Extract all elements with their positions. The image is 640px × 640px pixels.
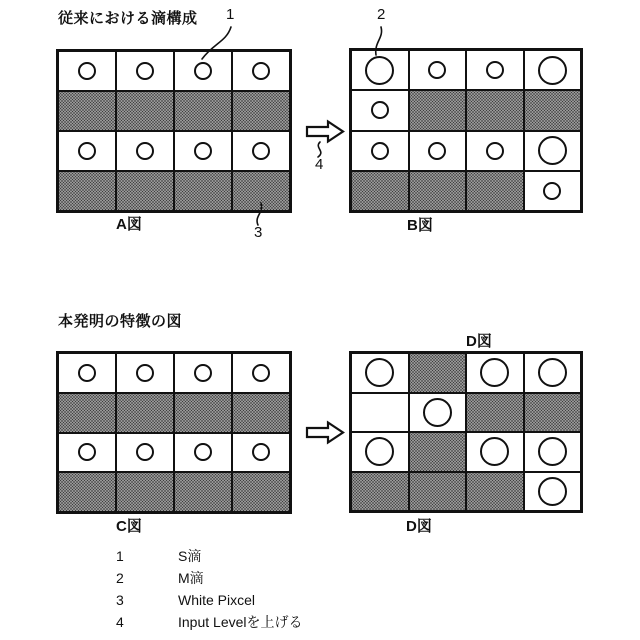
grid-d-cell-medium-drop-circle	[351, 353, 409, 393]
medium-drop-circle	[538, 136, 567, 165]
small-drop-circle	[252, 443, 270, 461]
legend-text: M滴	[178, 570, 204, 586]
medium-drop-circle	[538, 358, 567, 387]
grid-d-cell-medium-drop-circle	[351, 432, 409, 472]
medium-drop-circle	[538, 477, 567, 506]
small-drop-circle	[371, 101, 389, 119]
grid-label-a: A図	[116, 216, 142, 233]
grid-b-cell-small-drop-circle	[524, 171, 582, 211]
grid-a-cell-white-pixel-shaded	[174, 171, 232, 211]
grid-b-cell-small-drop-circle	[409, 131, 467, 171]
grid-a-cell-white-pixel-shaded	[116, 171, 174, 211]
grid-d-cell-medium-drop-circle	[524, 432, 582, 472]
grid-a-cell-small-drop-circle	[232, 131, 290, 171]
grid-b-cell-white-pixel-shaded	[409, 171, 467, 211]
grid-b-cell-white-pixel-shaded	[466, 171, 524, 211]
grid-d-cell-white-pixel-shaded	[524, 393, 582, 433]
grid-d-cell-medium-drop-circle	[524, 472, 582, 512]
legend-number: 3	[116, 592, 124, 608]
grid-label-c: C図	[116, 518, 142, 535]
grid-c-cell-white-pixel-shaded	[116, 393, 174, 433]
grid-d-cell-white-pixel-shaded	[409, 432, 467, 472]
small-drop-circle	[78, 364, 96, 382]
grid-b-cell-small-drop-circle	[351, 131, 409, 171]
section-title-conventional: 従来における滴構成	[58, 10, 198, 27]
grid-b-cell-white-pixel-shaded	[466, 90, 524, 130]
grid-c-cell-white-pixel-shaded	[58, 472, 116, 512]
grid-a-cell-white-pixel-shaded	[232, 91, 290, 131]
grid-b-cell-white-pixel-shaded	[524, 90, 582, 130]
small-drop-circle	[194, 142, 212, 160]
annotation-number-3: 3	[254, 224, 263, 241]
small-drop-circle	[252, 142, 270, 160]
grid-c-cell-small-drop-circle	[58, 353, 116, 393]
annotation-number-4: 4	[315, 156, 324, 173]
grid-a-cell-white-pixel-shaded	[58, 171, 116, 211]
medium-drop-circle	[423, 398, 452, 427]
annotation-number-2: 2	[377, 6, 386, 23]
small-drop-circle	[78, 443, 96, 461]
grid-a-cell-small-drop-circle	[116, 51, 174, 91]
legend-number: 2	[116, 570, 124, 586]
legend-number: 1	[116, 548, 124, 564]
grid-a-cell-small-drop-circle	[174, 51, 232, 91]
grid-a-cell-small-drop-circle	[58, 51, 116, 91]
legend-text: White Pixcel	[178, 592, 256, 608]
grid-c-cell-small-drop-circle	[116, 433, 174, 473]
grid-a-cell-white-pixel-shaded	[58, 91, 116, 131]
medium-drop-circle	[538, 56, 567, 85]
grid-label-d-bottom: D図	[406, 518, 432, 535]
small-drop-circle	[194, 443, 212, 461]
small-drop-circle	[486, 142, 504, 160]
grid-b-cell-medium-drop-circle	[524, 131, 582, 171]
grid-d-cell-empty-white-cell	[351, 393, 409, 433]
small-drop-circle	[371, 142, 389, 160]
medium-drop-circle	[365, 437, 394, 466]
grid-b-cell-small-drop-circle	[409, 50, 467, 90]
small-drop-circle	[78, 62, 96, 80]
grid-figure-d	[349, 351, 583, 513]
small-drop-circle	[428, 142, 446, 160]
legend-row-3	[116, 589, 303, 611]
grid-b-cell-white-pixel-shaded	[409, 90, 467, 130]
legend	[116, 545, 303, 633]
block-arrow-right-bottom	[307, 423, 343, 443]
small-drop-circle	[252, 62, 270, 80]
small-drop-circle	[543, 182, 561, 200]
leader-line-4	[318, 142, 321, 157]
grid-b-cell-medium-drop-circle	[351, 50, 409, 90]
grid-label-b: B図	[407, 217, 433, 234]
legend-text: S滴	[178, 548, 202, 564]
section-title-invention: 本発明の特徴の図	[58, 313, 183, 330]
grid-a-cell-small-drop-circle	[174, 131, 232, 171]
grid-d-cell-medium-drop-circle	[409, 393, 467, 433]
grid-c-cell-small-drop-circle	[232, 353, 290, 393]
grid-label-d-top: D図	[466, 333, 492, 350]
grid-figure-a	[56, 49, 292, 213]
small-drop-circle	[136, 364, 154, 382]
medium-drop-circle	[480, 437, 509, 466]
grid-d-cell-medium-drop-circle	[466, 353, 524, 393]
medium-drop-circle	[538, 437, 567, 466]
legend-row-4	[116, 611, 303, 633]
grid-a-cell-white-pixel-shaded	[232, 171, 290, 211]
grid-c-cell-white-pixel-shaded	[232, 393, 290, 433]
small-drop-circle	[78, 142, 96, 160]
grid-c-cell-small-drop-circle	[58, 433, 116, 473]
grid-c-cell-white-pixel-shaded	[232, 472, 290, 512]
grid-a-cell-small-drop-circle	[58, 131, 116, 171]
grid-a-cell-small-drop-circle	[116, 131, 174, 171]
grid-a-cell-white-pixel-shaded	[174, 91, 232, 131]
block-arrow-right-top	[307, 122, 343, 142]
grid-c-cell-white-pixel-shaded	[58, 393, 116, 433]
grid-c-cell-small-drop-circle	[116, 353, 174, 393]
grid-c-cell-small-drop-circle	[174, 433, 232, 473]
grid-a-cell-white-pixel-shaded	[116, 91, 174, 131]
medium-drop-circle	[480, 358, 509, 387]
grid-a-cell-small-drop-circle	[232, 51, 290, 91]
grid-d-cell-medium-drop-circle	[524, 353, 582, 393]
grid-c-cell-white-pixel-shaded	[116, 472, 174, 512]
grid-c-cell-small-drop-circle	[232, 433, 290, 473]
grid-b-cell-medium-drop-circle	[524, 50, 582, 90]
grid-c-cell-white-pixel-shaded	[174, 472, 232, 512]
small-drop-circle	[486, 61, 504, 79]
grid-d-cell-white-pixel-shaded	[409, 472, 467, 512]
grid-b-cell-white-pixel-shaded	[351, 171, 409, 211]
legend-row-2	[116, 567, 303, 589]
small-drop-circle	[136, 62, 154, 80]
annotation-number-1: 1	[226, 6, 235, 23]
grid-d-cell-medium-drop-circle	[466, 432, 524, 472]
small-drop-circle	[136, 443, 154, 461]
grid-figure-c	[56, 351, 292, 514]
legend-number: 4	[116, 614, 124, 630]
legend-row-1	[116, 545, 303, 567]
grid-c-cell-white-pixel-shaded	[174, 393, 232, 433]
grid-d-cell-white-pixel-shaded	[466, 472, 524, 512]
medium-drop-circle	[365, 358, 394, 387]
small-drop-circle	[252, 364, 270, 382]
grid-b-cell-small-drop-circle	[466, 131, 524, 171]
small-drop-circle	[194, 364, 212, 382]
legend-text: Input Levelを上げる	[178, 614, 303, 630]
medium-drop-circle	[365, 56, 394, 85]
grid-d-cell-white-pixel-shaded	[351, 472, 409, 512]
grid-b-cell-small-drop-circle	[466, 50, 524, 90]
grid-figure-b	[349, 48, 583, 213]
grid-c-cell-small-drop-circle	[174, 353, 232, 393]
grid-d-cell-white-pixel-shaded	[409, 353, 467, 393]
grid-b-cell-small-drop-circle	[351, 90, 409, 130]
small-drop-circle	[136, 142, 154, 160]
small-drop-circle	[194, 62, 212, 80]
grid-d-cell-white-pixel-shaded	[466, 393, 524, 433]
small-drop-circle	[428, 61, 446, 79]
